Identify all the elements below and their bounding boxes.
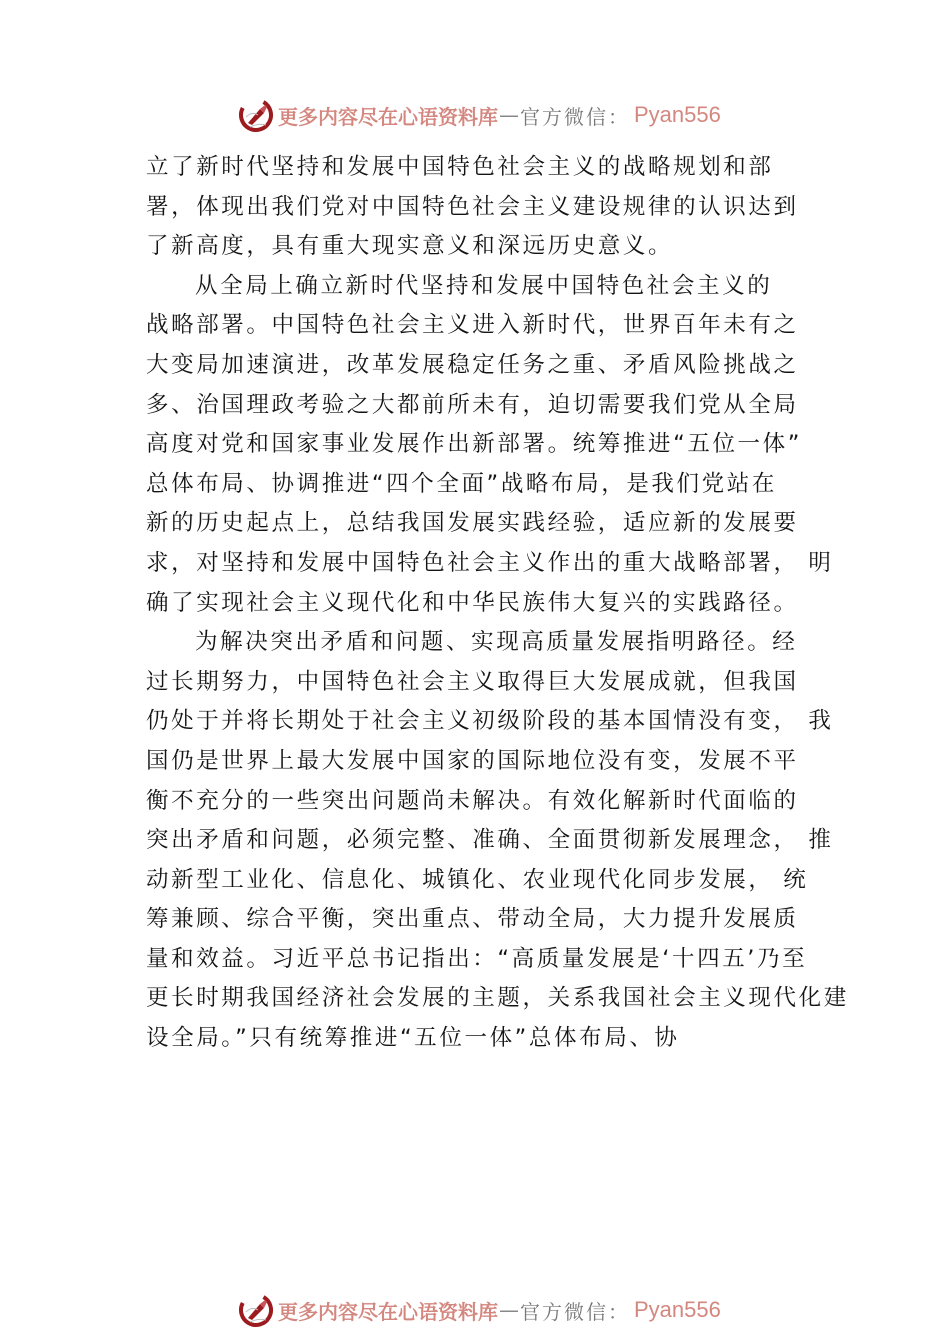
pen-nib-logo-icon — [238, 97, 274, 133]
pen-nib-logo-icon — [238, 1292, 274, 1328]
text-line: 了新高度，具有重大现实意义和深远历史意义。 — [146, 233, 674, 260]
promo-text: 更多内容尽在心语资料库 — [278, 104, 498, 129]
text-line: 立了新时代坚持和发展中国特色社会主义的战略规划和部 — [146, 154, 774, 180]
promo-text: 更多内容尽在心语资料库 — [278, 1299, 498, 1324]
text-line: 设全局。”只有统筹推进“五位一体”总体布局、协 — [146, 1025, 680, 1052]
text-line: 求，对坚持和发展中国特色社会主义作出的重大战略部署， 明 — [146, 549, 834, 576]
text-line: 更长时期我国经济社会发展的主题，关系我国社会主义现代化建 — [146, 985, 849, 1012]
text-line: 大变局加速演进，改革发展稳定任务之重、矛盾风险挑战之 — [146, 351, 799, 378]
text-line: 战略部署。中国特色社会主义进入新时代，世界百年未有之 — [146, 312, 799, 339]
text-line: 多、治国理政考验之大都前所未有，迫切需要我们党从全局 — [146, 391, 799, 418]
paragraph-start-line: 从全局上确立新时代坚持和发展中国特色社会主义的 — [195, 272, 773, 299]
wechat-id: Pyan556 — [634, 1297, 721, 1322]
text-line: 国仍是世界上最大发展中国家的国际地位没有变，发展不平 — [146, 747, 799, 774]
document-body — [146, 148, 849, 1059]
text-line: 新的历史起点上，总结我国发展实践经验，适应新的发展要 — [146, 510, 799, 537]
wechat-label: 官方微信： — [520, 104, 630, 129]
banner-dash: — — [499, 1298, 519, 1322]
text-line: 突出矛盾和问题，必须完整、准确、全面贯彻新发展理念， 推 — [146, 827, 834, 854]
wechat-id: Pyan556 — [634, 102, 721, 127]
text-line: 确了实现社会主义现代化和中华民族伟大复兴的实践路径。 — [146, 589, 799, 616]
banner-dash: — — [499, 103, 519, 127]
text-line: 高度对党和国家事业发展作出新部署。统筹推进“五位一体” — [146, 431, 803, 458]
text-line: 衡不充分的一些突出问题尚未解决。有效化解新时代面临的 — [146, 787, 799, 814]
text-line: 过长期努力，中国特色社会主义取得巨大发展成就，但我国 — [146, 668, 799, 695]
text-line: 量和效益。习近平总书记指出：“高质量发展是‘十四五’乃至 — [146, 945, 808, 972]
text-line: 仍处于并将长期处于社会主义初级阶段的基本国情没有变， 我 — [146, 708, 834, 735]
text-line: 动新型工业化、信息化、城镇化、农业现代化同步发展， 统 — [146, 866, 809, 893]
paragraph-start-line: 为解决突出矛盾和问题、实现高质量发展指明路径。经 — [195, 629, 798, 656]
footer-banner — [238, 1290, 738, 1330]
text-line: 筹兼顾、综合平衡，突出重点、带动全局，大力提升发展质 — [146, 906, 799, 933]
text-line: 署，体现出我们党对中国特色社会主义建设规律的认识达到 — [146, 193, 799, 220]
text-line: 总体布局、协调推进“四个全面”战略布局，是我们党站在 — [146, 470, 777, 497]
header-banner — [238, 95, 738, 135]
wechat-label: 官方微信： — [520, 1299, 630, 1324]
